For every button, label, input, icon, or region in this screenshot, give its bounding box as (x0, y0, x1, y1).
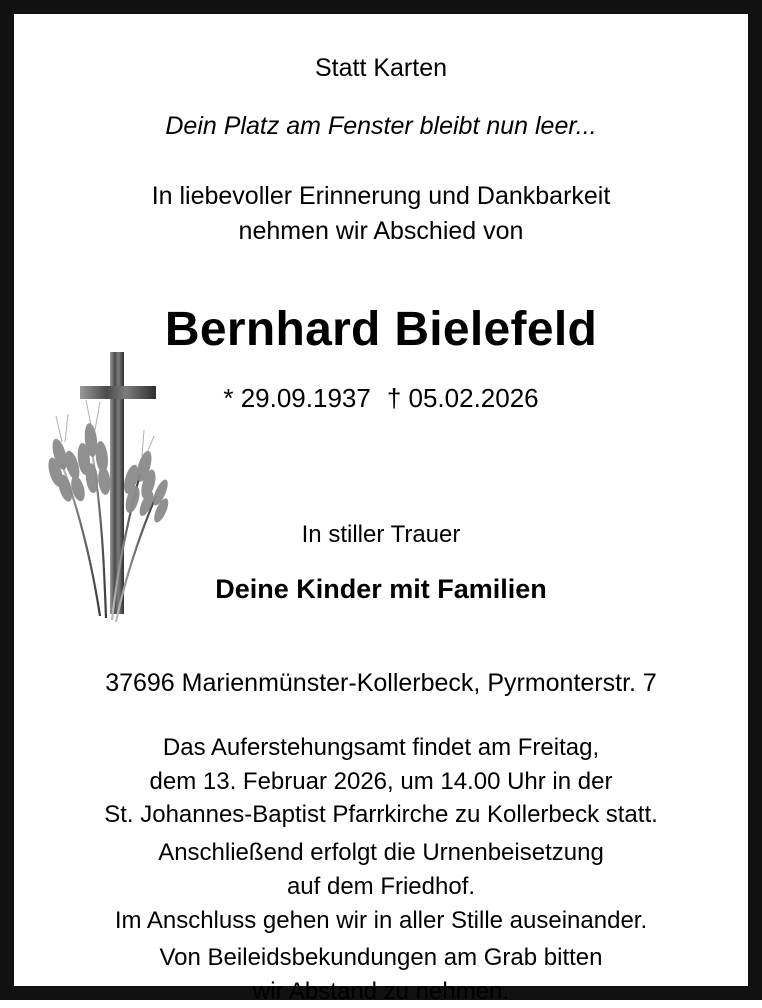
life-dates (40, 382, 722, 415)
service-details (40, 733, 722, 1008)
address-line: 37696 Marienmünster-Kollerbeck, Pyrmonterstr. 7 (105, 668, 657, 697)
service-line: Anschließend erfolgt die Urnenbeisetzung (158, 839, 604, 867)
death-date: † 05.02.2026 (386, 383, 539, 414)
intro-line-1: In liebevoller Erinnerung und Dankbarkeit (151, 182, 611, 210)
birth-date: * 29.09.1937 (223, 383, 371, 414)
service-line: St. Johannes-Baptist Pfarrkirche zu Kollerbeck statt. (104, 801, 658, 829)
mourning-label: In stiller Trauer (301, 520, 461, 548)
service-line: Das Auferstehungsamt findet am Freitag, (162, 733, 600, 761)
obituary-card (14, 14, 748, 1005)
spacer (40, 936, 722, 943)
heading-statt-karten: Statt Karten (314, 54, 448, 82)
obituary-content (14, 14, 748, 1005)
deceased-name: Bernhard Bielefeld (164, 303, 598, 356)
intro-block (40, 180, 722, 247)
intro-line-2: nehmen wir Abschied von (238, 217, 524, 245)
service-line: Im Anschluss gehen wir in aller Stille auseinander. (114, 906, 648, 934)
service-line: dem 13. Februar 2026, um 14.00 Uhr in der (149, 767, 613, 795)
service-line: Von Beileidsbekundungen am Grab bitten (159, 944, 603, 972)
spacer (40, 831, 722, 838)
service-line: wir Abstand zu nehmen. (252, 978, 510, 1005)
motto-text: Dein Platz am Fenster bleibt nun leer... (165, 112, 597, 140)
service-line: auf dem Friedhof. (286, 872, 476, 900)
family-names: Deine Kinder mit Familien (215, 574, 547, 605)
